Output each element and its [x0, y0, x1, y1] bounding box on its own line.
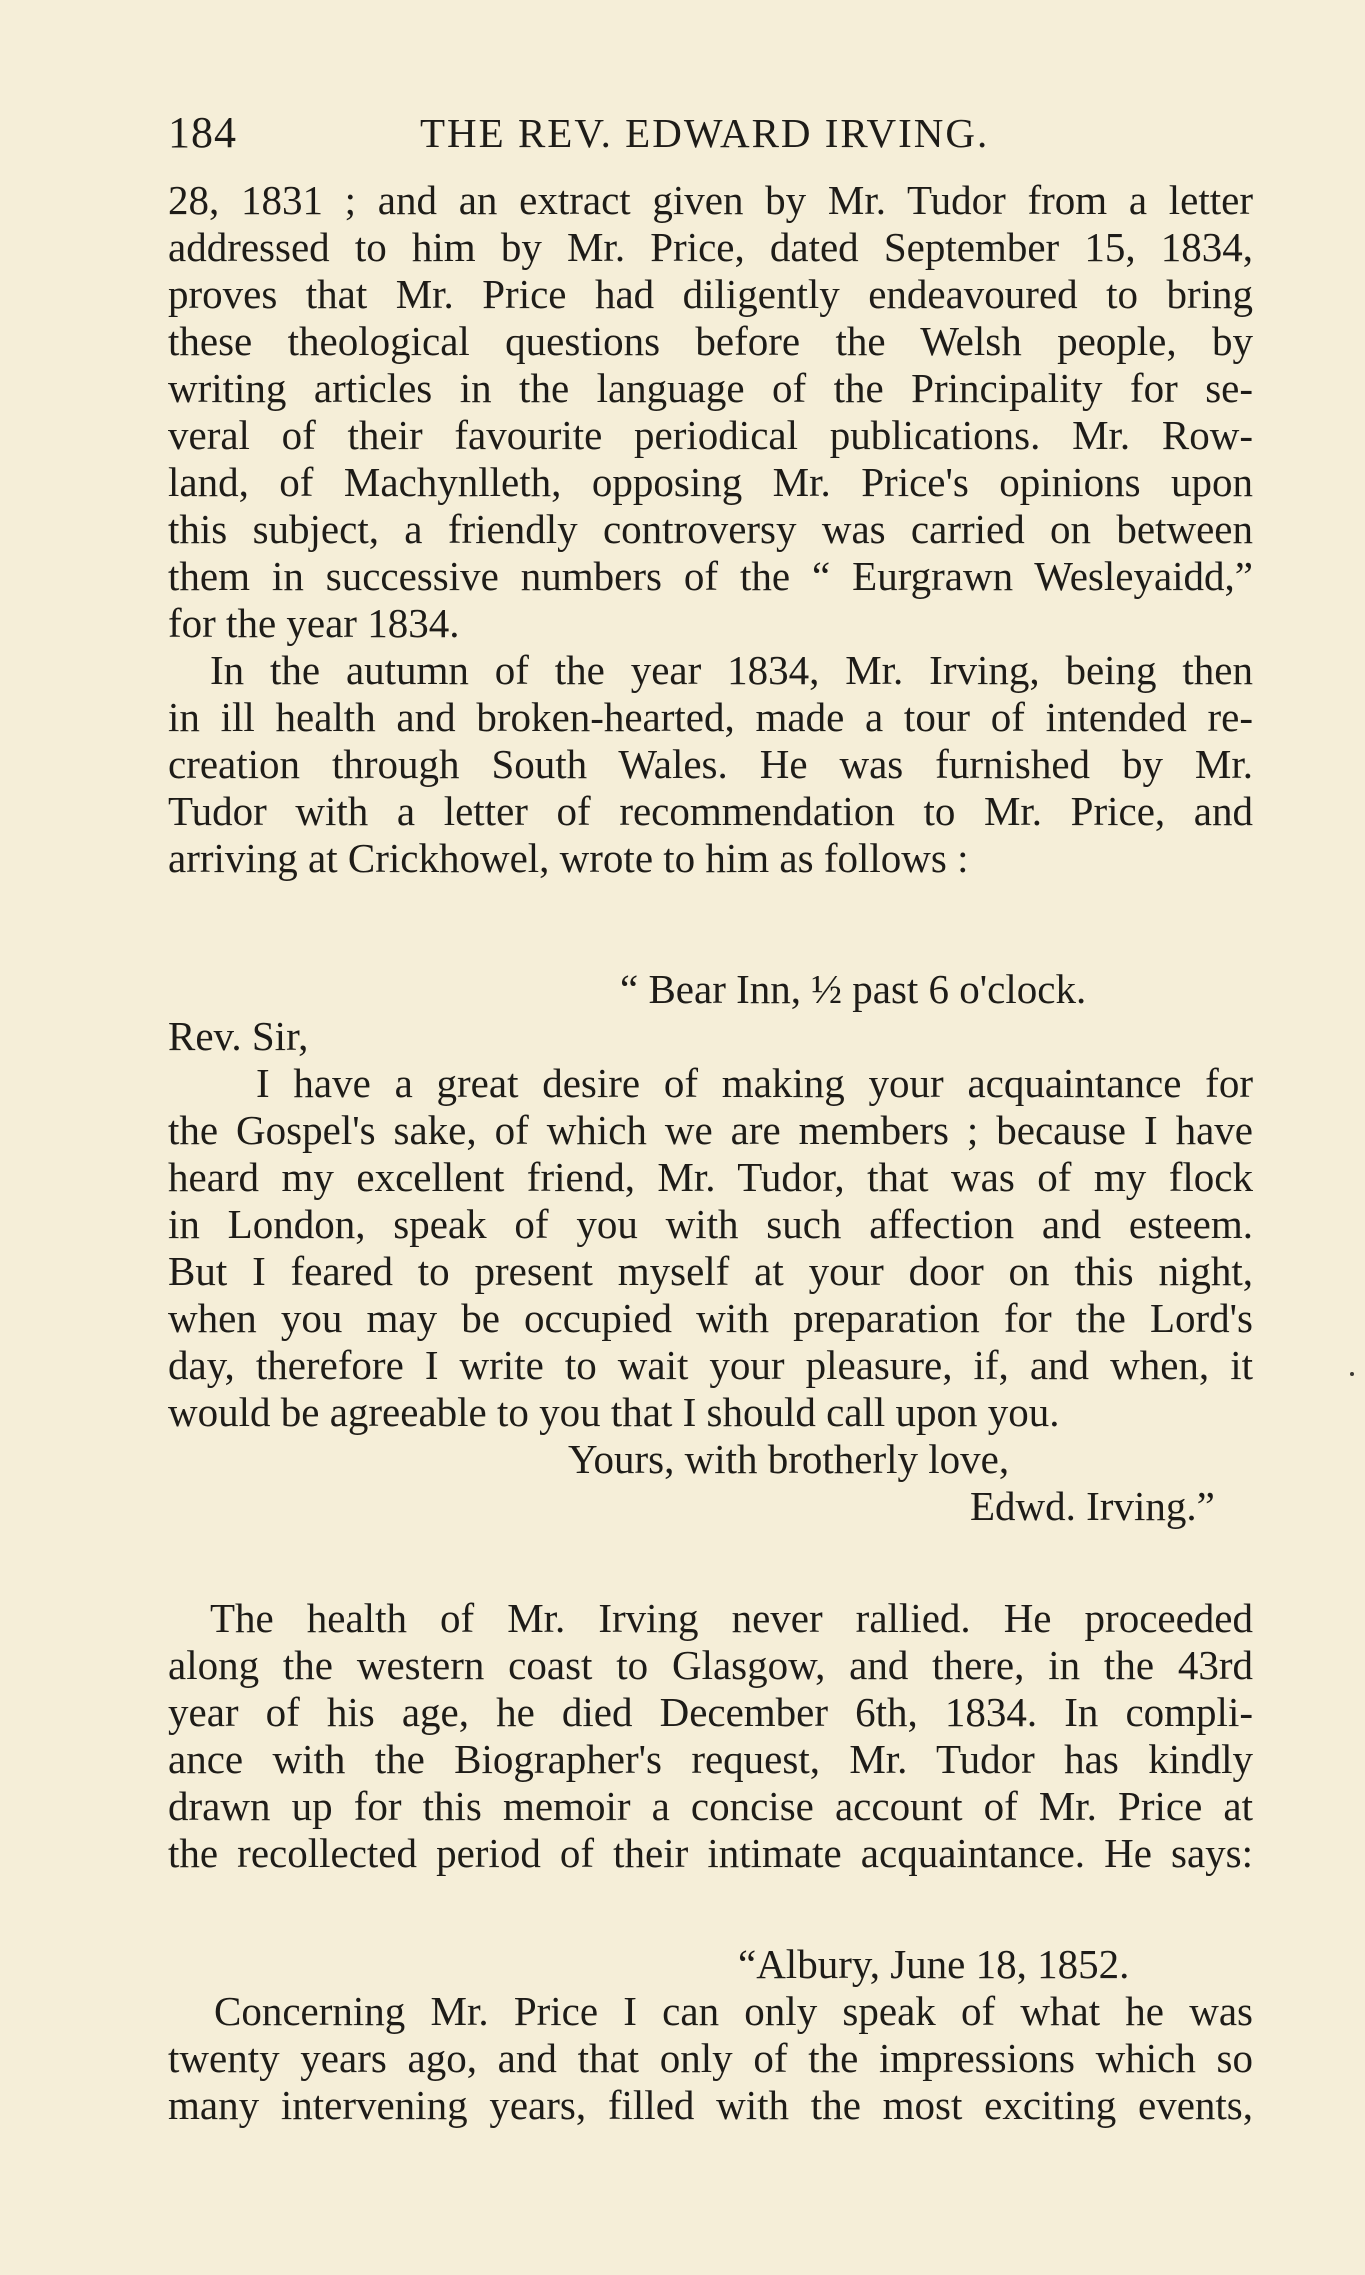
text-line: them in successive numbers of the “ Eurgrawn Wesleyaidd,”	[168, 553, 1253, 599]
ink-speck	[1350, 1372, 1354, 1376]
text-line: along the western coast to Glasgow, and there, in the 43rd	[168, 1642, 1253, 1688]
text-line: year of his age, he died December 6th, 1834. In compli-	[168, 1689, 1253, 1735]
text-line: veral of their favourite periodical publications. Mr. Row-	[168, 412, 1253, 458]
text-line: drawn up for this memoir a concise account of Mr. Price at	[168, 1783, 1253, 1829]
text-line: for the year 1834.	[168, 600, 460, 646]
text-line: the recollected period of their intimate acquaintance. He says:	[168, 1830, 1253, 1876]
text-line: proves that Mr. Price had diligently endeavoured to bring	[168, 271, 1253, 317]
text-line: The health of Mr. Irving never rallied. He proceeded	[210, 1595, 1253, 1641]
text-line: many intervening years, filled with the most exciting events,	[168, 2082, 1253, 2128]
text-line: would be agreeable to you that I should call upon you.	[168, 1389, 1060, 1435]
text-line: I have a great desire of making your acquaintance for	[256, 1060, 1253, 1106]
letter-closing: Yours, with brotherly love,	[568, 1436, 1010, 1482]
text-line: land, of Machynlleth, opposing Mr. Price's opinions upon	[168, 459, 1253, 505]
text-line: the Gospel's sake, of which we are members ; because I have	[168, 1107, 1253, 1153]
text-line: writing articles in the language of the Principality for se-	[168, 365, 1253, 411]
letter-dateline: “Albury, June 18, 1852.	[738, 1941, 1130, 1987]
text-line: these theological questions before the Welsh people, by	[168, 318, 1253, 364]
text-line: Concerning Mr. Price I can only speak of what he was	[214, 1988, 1253, 2034]
text-line: this subject, a friendly controversy was carried on between	[168, 506, 1253, 552]
text-line: In the autumn of the year 1834, Mr. Irving, being then	[210, 647, 1253, 693]
text-line: in London, speak of you with such affection and esteem.	[168, 1201, 1253, 1247]
text-line: heard my excellent friend, Mr. Tudor, that was of my flock	[168, 1154, 1253, 1200]
text-line: But I feared to present myself at your door on this night,	[168, 1248, 1253, 1294]
text-line: addressed to him by Mr. Price, dated September 15, 1834,	[168, 224, 1253, 270]
text-line: Tudor with a letter of recommendation to Mr. Price, and	[168, 788, 1253, 834]
text-line: when you may be occupied with preparation for the Lord's	[168, 1295, 1253, 1341]
text-line: day, therefore I write to wait your pleasure, if, and when, it	[168, 1342, 1253, 1388]
page-number: 184	[168, 108, 237, 157]
text-line: creation through South Wales. He was furnished by Mr.	[168, 741, 1253, 787]
letter-signature: Edwd. Irving.”	[970, 1483, 1215, 1529]
text-line: in ill health and broken-hearted, made a tour of intended re-	[168, 694, 1253, 740]
text-line: ance with the Biographer's request, Mr. Tudor has kindly	[168, 1736, 1253, 1782]
text-line: 28, 1831 ; and an extract given by Mr. Tudor from a letter	[168, 177, 1253, 223]
text-line: arriving at Crickhowel, wrote to him as follows :	[168, 835, 969, 881]
letter-dateline: “ Bear Inn, ½ past 6 o'clock.	[620, 966, 1087, 1012]
letter-salutation: Rev. Sir,	[168, 1013, 309, 1059]
text-line: twenty years ago, and that only of the impressions which so	[168, 2035, 1253, 2081]
running-head: THE REV. EDWARD IRVING.	[420, 110, 990, 156]
